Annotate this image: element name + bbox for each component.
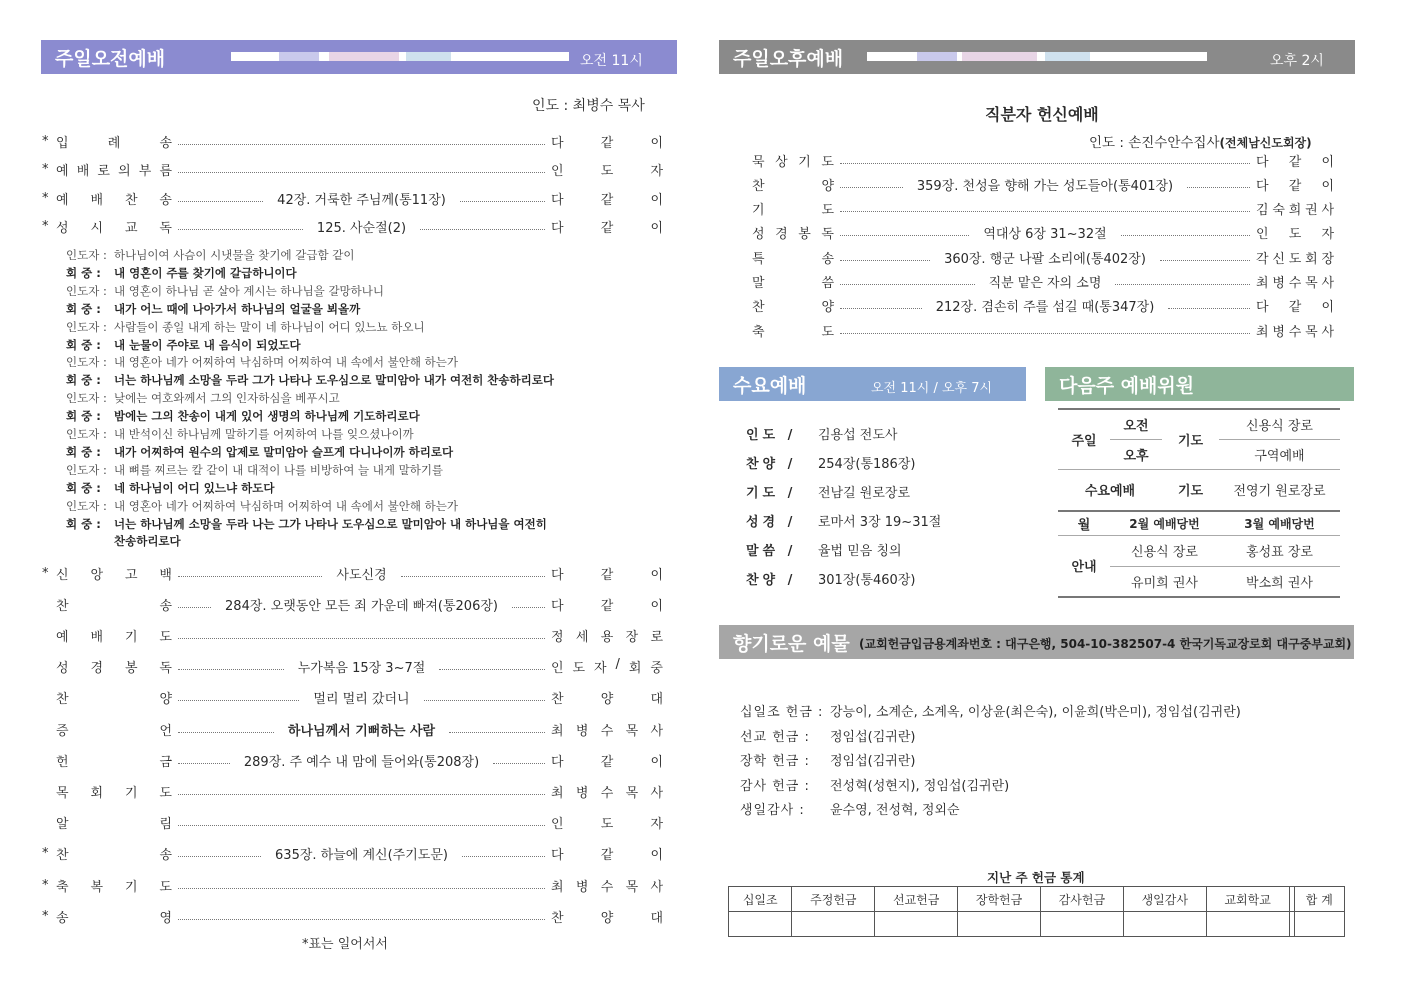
stats-header-cell: 교회학교 <box>1206 887 1289 912</box>
leader-dots <box>178 794 545 795</box>
leader-dots <box>512 607 545 608</box>
offering-type: 생일감사 : <box>740 803 805 818</box>
order-item-detail: 하나님께서 기뻐하는 사람 <box>287 723 436 739</box>
wednesday-item-value: 전남길 원로장로 <box>818 486 911 501</box>
reading-text: 사람들이 종일 내게 하는 말이 네 하나님이 어디 있느뇨 하오니 <box>114 319 425 334</box>
wednesday-item-label: 인도 / <box>746 428 797 443</box>
order-item-person: 다 같 이 <box>551 754 664 770</box>
order-item-name: 찬 양 <box>56 692 172 708</box>
leader-dots <box>1160 260 1250 261</box>
order-item-detail: 직분 맡은 자의 소명 <box>988 276 1102 291</box>
role-label: 회 중 : <box>66 373 101 388</box>
afternoon-header <box>719 40 1355 74</box>
offering-names: 전성혁(성현지), 정임섭(김귀란) <box>830 778 1010 794</box>
offering-line <box>740 750 916 769</box>
order-row <box>42 187 663 209</box>
next-week-title: 다음주 예배위원 <box>1059 374 1195 397</box>
offering-names: 강능이, 소계순, 소계옥, 이상윤(최은숙), 이윤희(박은미), 정임섭(김귀란) <box>830 705 1241 720</box>
role-label: 회 중 : <box>66 516 101 531</box>
reading-text: 너는 하나님께 소망을 두라 나는 그가 나타나 도우심으로 말미암아 내 하나님을 여전히 <box>114 516 547 531</box>
order-item-name: 예 배 로 의 부 름 <box>56 164 172 179</box>
order-item-person: 찬 양 대 <box>551 910 663 926</box>
order-row <box>752 246 1334 268</box>
role-label: 인도자 : <box>66 391 107 406</box>
wednesday-item <box>746 482 910 501</box>
role-label: 인도자 : <box>66 283 107 298</box>
reading-text: 내 영혼이 주를 찾기에 갈급하니이다 <box>114 265 297 280</box>
order-item-person: 각 신 도 회 장 <box>1256 251 1335 267</box>
leader-line <box>66 425 414 443</box>
order-row <box>752 173 1334 195</box>
order-item-name: 축 도 <box>752 324 834 340</box>
leader-dots <box>401 576 545 577</box>
order-item-person: 다 같 이 <box>551 567 664 583</box>
order-item-detail: 212장. 겸손히 주를 섬길 때(통347장) <box>935 300 1155 316</box>
leader-dots <box>178 172 545 173</box>
order-item-person: 인 도 자 / 회 중 <box>551 657 663 677</box>
offering-account: (교회헌금입금용계좌번호 : 대구은행, 504-10-382507-4 한국기독교장로회 대구중부교회) <box>859 637 1352 651</box>
reading-text: 내 눈물이 주야로 내 음식이 되었도다 <box>114 337 301 352</box>
order-row <box>42 562 663 584</box>
wednesday-item-label: 성경 / <box>746 515 797 530</box>
order-row <box>42 874 663 896</box>
congregation-line <box>66 532 181 550</box>
leader-dots <box>460 201 545 202</box>
wed-label: 수요예배 <box>1058 469 1162 511</box>
leader-dots <box>178 700 299 701</box>
leader-dots <box>439 669 545 670</box>
stats-header-cell: 선교헌금 <box>875 887 958 912</box>
order-item-person: 다 같 이 <box>551 135 663 151</box>
reading-text: 낮에는 여호와께서 그의 인자하심을 베푸시고 <box>114 391 340 406</box>
wednesday-item-value: 301장(통460장) <box>818 573 916 588</box>
reading-text: 너는 하나님께 소망을 두라 그가 나타나 도우심으로 말미암아 내가 여전히 찬송하리로다 <box>114 373 554 388</box>
role-label: 회 중 : <box>66 301 101 316</box>
reading-text: 내 뼈를 찌르는 칼 같이 내 대적이 나를 비방하여 늘 내게 말하기를 <box>114 462 444 477</box>
wednesday-item-value: 율법 믿음 칭의 <box>818 544 902 559</box>
order-item-name: 증 언 <box>56 723 172 739</box>
congregation-line <box>66 371 554 389</box>
order-item-detail: 사도신경 <box>336 567 387 583</box>
order-row <box>42 780 663 802</box>
order-item-name: 알 림 <box>56 817 172 833</box>
wednesday-item-label: 말씀 / <box>746 544 797 559</box>
order-item-detail: 누가복음 15장 3~7절 <box>297 661 426 677</box>
order-row <box>42 905 663 927</box>
leader-dots <box>178 669 284 670</box>
guide-label: 안내 <box>1058 535 1110 597</box>
offering-title: 향기로운 예물 <box>733 632 850 655</box>
leader-dots <box>840 187 903 188</box>
order-row <box>42 159 663 181</box>
order-item-name: 축 복 기 도 <box>56 879 172 895</box>
role-label: 인도자 : <box>66 498 107 513</box>
afternoon-title: 주일오후예배 <box>733 47 844 70</box>
order-item-name: 예 배 기 도 <box>56 629 172 645</box>
am-person: 신용식 장로 <box>1219 409 1340 439</box>
order-row <box>42 656 663 678</box>
sunday-prayer-label: 기도 <box>1162 409 1219 469</box>
reading-text: 내 영혼아 네가 어찌하여 낙심하며 어찌하여 내 속에서 불안해 하는가 <box>114 355 458 370</box>
stats-header-cell: 합 계 <box>1294 887 1344 912</box>
order-item-name: 성 시 교 독 <box>56 221 172 236</box>
order-item-name: 묵 상 기 도 <box>752 154 834 170</box>
offering-line <box>740 701 1241 720</box>
morning-title: 주일오전예배 <box>55 47 166 70</box>
stats-value-cell <box>1123 912 1206 937</box>
reading-text: 내 반석이신 하나님께 말하기를 어찌하여 나를 잊으셨나이까 <box>114 427 414 441</box>
order-item-name: 입 례 송 <box>56 135 172 151</box>
offering-type: 감사 헌금 : <box>740 778 810 794</box>
leader-line <box>66 353 458 371</box>
stats-value-cell <box>875 912 958 937</box>
pm-label: 오후 <box>1123 448 1149 464</box>
pm-person: 구역예배 <box>1254 448 1305 464</box>
order-item-name: 찬 송 <box>56 848 172 864</box>
next-week-table <box>1058 408 1340 598</box>
mar-header: 3월 예배당번 <box>1219 511 1340 535</box>
leader-dots <box>424 700 545 701</box>
afternoon-leader <box>1089 131 1312 151</box>
order-row <box>752 295 1334 317</box>
offering-header <box>719 625 1354 659</box>
wednesday-item <box>746 511 941 530</box>
sunday-label: 주일 <box>1058 409 1110 469</box>
order-item-name: 송 영 <box>56 910 172 926</box>
mar-usher-1: 홍성표 장로 <box>1219 535 1340 566</box>
leader-dots <box>840 211 1250 212</box>
order-row <box>42 593 663 615</box>
morning-header <box>41 40 677 74</box>
reading-text: 내 영혼아 네가 어찌하여 낙심하며 어찌하여 내 속에서 불안해 하는가 <box>114 498 458 513</box>
stats-value-cell <box>1294 912 1344 937</box>
order-row <box>42 624 663 646</box>
order-item-person: 다 같 이 <box>551 221 664 236</box>
congregation-line <box>66 264 297 282</box>
reading-text: 네 하나님이 어디 있느냐 하도다 <box>114 480 275 495</box>
reading-text: 밤에는 그의 찬송이 내게 있어 생명의 하나님께 기도하리로다 <box>114 409 420 424</box>
wednesday-item <box>746 569 915 588</box>
order-row <box>42 130 663 152</box>
congregation-line <box>66 336 301 354</box>
offering-line <box>740 775 1009 794</box>
stats-header-cell: 장학헌금 <box>958 887 1041 912</box>
order-item-person: 최 병 수 목 사 <box>551 785 663 801</box>
leader-line <box>66 389 340 407</box>
order-item-detail: 284장. 오랫동안 모든 죄 가운데 빠져(통206장) <box>225 598 498 614</box>
order-row <box>752 271 1334 293</box>
order-item-name: 특 송 <box>752 251 834 267</box>
am-label: 오전 <box>1110 409 1162 439</box>
leader-line <box>66 246 354 264</box>
leader-dots <box>178 229 303 230</box>
wednesday-item-value: 254장(통186장) <box>818 457 916 472</box>
next-week-header <box>1045 367 1354 401</box>
wed-prayer-label: 기도 <box>1162 469 1219 511</box>
header-decor-bar <box>867 52 1207 61</box>
order-item-name: 목 회 기 도 <box>56 785 172 801</box>
stats-header-cell: 생일감사 <box>1123 887 1206 912</box>
order-item-detail: 멀리 멀리 갔더니 <box>313 692 410 708</box>
offering-type: 선교 헌금 : <box>740 729 810 745</box>
leader-dots <box>178 607 211 608</box>
standing-mark: * <box>42 162 49 177</box>
role-label: 인도자 : <box>66 355 107 370</box>
role-label: 인도자 : <box>66 248 107 262</box>
stats-header-cell: 십일조 <box>729 887 792 912</box>
leader-dots <box>1115 284 1250 285</box>
congregation-line <box>66 407 420 425</box>
order-item-name: 찬 양 <box>752 178 834 194</box>
leader-dots <box>178 763 230 764</box>
order-item-name: 찬 송 <box>56 598 172 614</box>
mar-usher-2: 박소희 권사 <box>1219 566 1340 597</box>
order-row <box>752 222 1334 244</box>
order-item-name: 신 앙 고 백 <box>56 567 172 583</box>
leader-dots <box>840 235 969 236</box>
congregation-line <box>66 443 453 461</box>
wednesday-item-label: 기도 / <box>746 486 797 501</box>
order-item-person: 정 세 용 장 로 <box>551 629 663 645</box>
order-item-person: 다 같 이 <box>551 192 663 208</box>
wednesday-item <box>746 424 897 443</box>
order-item-person: 인 도 자 <box>551 817 663 833</box>
stats-value-cell <box>1040 912 1123 937</box>
offering-line <box>740 726 916 745</box>
standing-mark: * <box>42 219 49 234</box>
order-item-detail: 125. 사순절(2) <box>316 221 407 236</box>
stats-value-cell <box>958 912 1041 937</box>
leader-line <box>66 461 443 479</box>
offering-names: 정임섭(김귀란) <box>830 754 916 769</box>
role-label: 회 중 : <box>66 480 101 495</box>
leader-dots <box>1121 235 1250 236</box>
stats-header-cell: 감사헌금 <box>1040 887 1123 912</box>
offering-line <box>740 799 960 818</box>
order-item-detail: 635장. 하늘에 계신(주기도문) <box>275 848 448 864</box>
reading-text: 찬송하리로다 <box>114 534 181 549</box>
order-item-person: 다 같 이 <box>1256 178 1334 194</box>
leader-line <box>66 497 458 515</box>
leader-dots <box>420 229 545 230</box>
feb-usher-2: 유미희 권사 <box>1110 566 1219 597</box>
standing-mark: * <box>42 908 49 924</box>
leader-dots <box>449 732 545 733</box>
feb-usher-1: 신용식 장로 <box>1110 535 1219 566</box>
order-item-person: 다 같 이 <box>1256 300 1335 316</box>
role-label: 회 중 : <box>66 265 101 280</box>
stats-value-cell <box>729 912 792 937</box>
reading-text: 하나님이여 사슴이 시냇물을 찾기에 갈급함 같이 <box>114 248 355 262</box>
order-row <box>42 749 663 771</box>
standing-mark: * <box>42 133 49 149</box>
order-item-person: 인 도 자 <box>1256 227 1334 243</box>
offering-names: 윤수영, 전성혁, 정외순 <box>830 803 960 818</box>
wednesday-item <box>746 540 902 559</box>
order-item-name: 찬 양 <box>752 300 834 316</box>
wednesday-item <box>746 453 915 472</box>
leader-line <box>66 282 384 300</box>
leader-dots <box>178 732 274 733</box>
afternoon-leader-name: 인도 : 손진수안수집사 <box>1089 135 1220 151</box>
feb-header: 2월 예배당번 <box>1110 511 1219 535</box>
order-row <box>752 319 1334 341</box>
role-label: 인도자 : <box>66 462 107 477</box>
role-label: 인도자 : <box>66 427 107 441</box>
order-item-detail: 289장. 주 예수 내 맘에 들어와(통208장) <box>243 754 480 770</box>
order-item-person: 최 병 수 목 사 <box>1256 276 1334 291</box>
order-item-name: 말 씀 <box>752 276 834 291</box>
order-item-person: 다 같 이 <box>1256 154 1334 170</box>
offering-type: 장학 헌금 : <box>740 754 810 769</box>
order-row <box>42 718 663 740</box>
order-item-detail: 359장. 천성을 향해 가는 성도들아(통401장) <box>916 178 1174 194</box>
leader-dots <box>840 260 930 261</box>
leader-dots <box>840 333 1250 334</box>
leader-dots <box>840 284 975 285</box>
stats-header-cell: 주정헌금 <box>792 887 875 912</box>
leader-dots <box>178 888 545 889</box>
wednesday-item-value: 김용섭 전도사 <box>818 428 898 443</box>
order-row <box>42 687 663 709</box>
reading-text: 내가 어느 때에 나아가서 하나님의 얼굴을 뵈올까 <box>114 301 361 316</box>
standing-mark: * <box>42 846 49 862</box>
morning-leader: 인도 : 최병수 목사 <box>532 98 645 114</box>
leader-dots <box>493 763 545 764</box>
month-label: 월 <box>1058 511 1110 535</box>
order-item-person: 다 같 이 <box>551 598 663 614</box>
header-decor-bar <box>231 52 569 61</box>
offering-type: 십일조 헌금 : <box>740 705 824 720</box>
leader-dots <box>178 919 545 920</box>
order-item-person: 최 병 수 목 사 <box>551 723 664 739</box>
wednesday-item-value: 로마서 3장 19~31절 <box>818 515 942 530</box>
leader-dots <box>1168 308 1250 309</box>
role-label: 회 중 : <box>66 337 101 352</box>
order-item-detail: 360장. 행군 나팔 소리에(통402장) <box>944 251 1146 267</box>
reading-text: 내 영혼이 하나님 곧 살아 계시는 하나님을 갈망하나니 <box>114 283 384 298</box>
order-row <box>752 149 1334 171</box>
wed-person: 전영기 원로장로 <box>1219 469 1340 511</box>
order-item-name: 예 배 찬 송 <box>56 192 172 208</box>
afternoon-subtitle: 직분자 헌신예배 <box>985 105 1099 124</box>
leader-dots <box>178 144 545 145</box>
order-item-person: 다 같 이 <box>551 848 663 864</box>
stats-value-cell <box>792 912 875 937</box>
standing-footnote: *표는 일어서서 <box>302 937 388 952</box>
order-item-name: 성 경 봉 독 <box>56 661 172 677</box>
congregation-line <box>66 300 360 318</box>
congregation-line <box>66 515 547 533</box>
wednesday-time: 오전 11시 / 오후 7시 <box>871 381 993 396</box>
order-item-person: 찬 양 대 <box>551 692 664 708</box>
wednesday-title: 수요예배 <box>733 374 807 397</box>
order-item-person: 김 숙 희 권 사 <box>1256 203 1334 219</box>
order-item-name: 성 경 봉 독 <box>752 227 834 243</box>
leader-dots <box>178 638 545 639</box>
leader-dots <box>178 825 545 826</box>
standing-mark: * <box>42 565 49 581</box>
role-label: 회 중 : <box>66 444 101 459</box>
leader-line <box>66 318 425 336</box>
wednesday-item-label: 찬양 / <box>746 573 797 588</box>
order-row <box>752 198 1334 220</box>
order-item-person: 인 도 자 <box>551 164 663 179</box>
leader-dots <box>840 163 1250 164</box>
standing-mark: * <box>42 877 49 893</box>
stats-title: 지난 주 헌금 통계 <box>987 870 1085 885</box>
order-item-name: 헌 금 <box>56 754 172 770</box>
leader-dots <box>178 856 261 857</box>
order-row <box>42 216 663 238</box>
offering-names: 정임섭(김귀란) <box>830 729 916 745</box>
leader-dots <box>178 201 263 202</box>
leader-dots <box>462 856 545 857</box>
stats-value-cell <box>1206 912 1289 937</box>
afternoon-leader-note: (전체남신도회장) <box>1219 136 1312 150</box>
order-item-detail: 42장. 거룩한 주님께(통11장) <box>277 192 446 208</box>
afternoon-time: 오후 2시 <box>1270 53 1324 69</box>
wednesday-header <box>719 367 1026 401</box>
order-row <box>42 843 663 865</box>
leader-dots <box>178 576 322 577</box>
order-item-detail: 역대상 6장 31~32절 <box>983 227 1107 243</box>
leader-dots <box>840 308 922 309</box>
leader-dots <box>1187 187 1250 188</box>
order-item-person: 최 병 수 목 사 <box>1256 324 1334 340</box>
role-label: 인도자 : <box>66 319 107 334</box>
wednesday-item-label: 찬양 / <box>746 457 797 472</box>
order-item-person: 최 병 수 목 사 <box>551 879 663 895</box>
morning-time: 오전 11시 <box>580 53 643 69</box>
order-row <box>42 812 663 834</box>
congregation-line <box>66 479 274 497</box>
reading-text: 내가 어찌하여 원수의 압제로 말미암아 슬프게 다니나이까 하리로다 <box>114 444 454 459</box>
standing-mark: * <box>42 190 49 206</box>
order-item-name: 기 도 <box>752 203 834 219</box>
role-label: 회 중 : <box>66 409 101 424</box>
offering-stats-table <box>728 886 1345 937</box>
